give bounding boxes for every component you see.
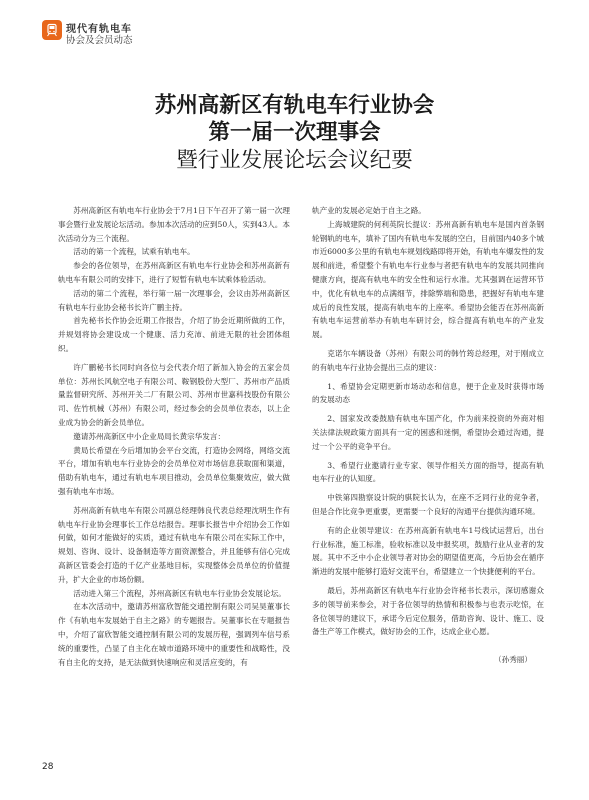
paragraph: 上海城建院的何利英院长提议：苏州高新有轨电车是国内首条钢轮钢轨的电车，填补了国内有轨电车发展的空白，目前国内40多个城市近6000多公里的有轨电车规划线路即将开始，有轨电车爆发性的发展和前进，希望整个有轨电车行业参与者把有轨电车的发展共同推向健康方向，提高有轨电车的安全性和运行水准。尤其强调在运营环节中，优化有轨电车的点满细节，排除弊端和隐患，把握好有轨电车建成后的良性发展，提高有轨电车的上座率。希望协会能否在苏州高新有轨电车运营前举办有轨电车研讨会，综合提高有轨电车的产业发展。: [312, 219, 544, 340]
page-number: 28: [42, 762, 54, 772]
paragraph: 苏州高新有轨电车有限公司副总经理韩良代表总经理沈明生作有轨电车行业协会理事长工作总结报告。理事长报告中介绍协会工作如何做，如何才能做好的实质，通过有轨电车有限公司在实际工作中，规划、咨询、设计、设备制造等方面资源整合，并且能够有信心完成高新区管委会打造的千亿产业基地目标，实现整体会员单位的价值提升，扩大企业的市场份额。: [58, 505, 290, 584]
title-line-1: 苏州高新区有轨电车行业协会: [154, 93, 435, 118]
paragraph: 最后，苏州高新区有轨电车行业协会许秘书长表示，深切感谢众多的领导前来参会，对于各位领导的热情和积极参与也表示吃惊，在各位领导的建议下，承诺今后定位服务，借助咨询、设计、施工、设备生产等工作模式，做好协会的工作，达成企业心愿。: [312, 585, 544, 637]
tram-icon: [42, 20, 62, 40]
paragraph: 中铁第四勘察设计院的骐院长认为，在座不乏同行业的竞争者，但是合作比竞争更重要，更需要一个良好的沟通平台提供沟通环境。: [312, 493, 544, 516]
paragraph: 克诺尔车辆设备（苏州）有限公司的韩竹筠总经理，对于刚成立的有轨电车行业协会提出三点的建议：: [312, 348, 544, 372]
paragraph: 活动的第一个流程，试乘有轨电车。: [73, 247, 195, 257]
paragraph: 活动进入第三个流程，苏州高新区有轨电车行业协会发展论坛。: [73, 588, 286, 598]
paragraph: 在本次活动中，邀请苏州富欣智能交通控制有限公司吴昊董事长作《有轨电车发展始于自主之路》的专题报告。吴董事长在专题报告中，介绍了富欣智能交通控制有限公司的发展历程，强调列车信号系统的重要性，凸显了自主化在城市道路环境中的重要性和战略性，没有自主化的支持，是无法做到快速响应和灵活应变的，有: [58, 602, 290, 667]
magazine-name: 现代有轨电车: [66, 24, 132, 35]
section-label: 协会及会员动态: [66, 35, 133, 46]
list-item: 3、希望行业邀请行业专家、领导作相关方面的指导，提高有轨电车行业的认知度。: [312, 460, 544, 484]
paragraph: 许广鹏秘书长同时向各位与会代表介绍了新加入协会的五家会员单位：苏州长风航空电子有限公司、鞍钢股份大型厂、苏州市产品质量监督研究所、苏州开关二厂有限公司、苏州市世嘉科技股份有限公司、佐竹机械（苏州）有限公司，经过参会的会员单位表态，以上企业成为协会的新会员单位。: [58, 362, 290, 427]
paragraph: 活动的第二个流程，举行第一届一次理事会，会议由苏州高新区有轨电车行业协会秘书长许广鹏主持。: [58, 288, 290, 312]
title-line-3: 暨行业发展论坛会议纪要: [176, 148, 413, 173]
paragraph: 邀请苏州高新区中小企业局局长黄宗华发言：: [73, 431, 226, 441]
paragraph: 参会的各位领导，在苏州高新区有轨电车行业协会和苏州高新有轨电车有限公司的安排下，进行了短暂有轨电车试乘体验活动。: [58, 261, 290, 284]
paragraph: 首先秘书长作协会近期工作报告，介绍了协会近期所做的工作，并规划将协会建设成一个健康、活力充沛、前进无限的社会团体组织。: [58, 316, 290, 353]
left-column: [58, 204, 290, 669]
paragraph: 苏州高新区有轨电车行业协会于7月1日下午召开了第一届一次理事会暨行业发展论坛活动。参加本次活动的应到50人，实到43人。本次活动分为三个流程。: [58, 206, 290, 243]
paragraph: 黄局长希望在今后增加协会平台交流，打造协会网络，网络交流平台，增加有轨电车行业协会的会员单位对市场信息获取面和渠道，借助有轨电车，通过有轨电车项目推动，会员单位集聚效应，做大做强有轨电车市场。: [58, 445, 290, 496]
paragraph: 轨产业的发展必定始于自主之路。: [312, 206, 426, 215]
right-column: [312, 204, 544, 667]
list-item: 2、国家发改委鼓励有轨电车国产化，作为前来投资的外商对相关法律法规政策方面具有一定的困惑和迷惘，希望协会通过沟通，提过一个公平的竞争平台。: [312, 414, 544, 451]
article-title: [0, 92, 589, 175]
title-line-2: 第一届一次理事会: [208, 120, 381, 145]
list-item: 1、希望协会定期更新市场动态和信息，便于企业及时获得市场的发展动态: [312, 381, 544, 405]
author-credit: （孙秀丽）: [494, 655, 532, 665]
page-header: [42, 20, 222, 50]
paragraph: 有的企业领导建议：在苏州高新有轨电车1号线试运营后，出台行业标准，施工标准，验收标准以及申报奖项，鼓励行业从业者的发展。其中不乏中小企业领导者对协会的期望值更高，今后协会在循序渐进的发展中能够打造好交流平台，希望建立一个快捷便利的平台。: [312, 525, 544, 577]
